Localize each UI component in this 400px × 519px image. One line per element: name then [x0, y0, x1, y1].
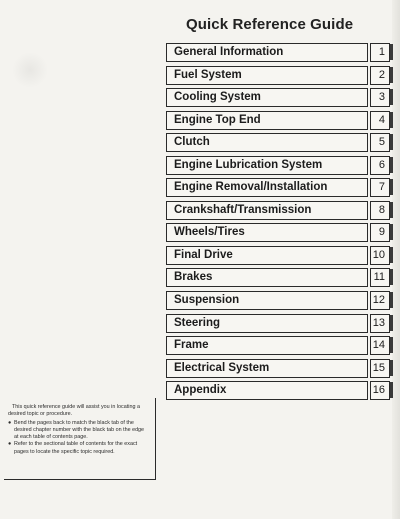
usage-note-item	[8, 420, 149, 442]
bullet-icon: ●	[8, 419, 12, 426]
section-tab-marker	[390, 112, 393, 128]
toc-item-fuel-system[interactable]	[166, 66, 392, 85]
section-tab-marker	[390, 67, 393, 83]
toc-label: Engine Removal/Installation	[174, 181, 328, 194]
toc-number-box	[370, 133, 390, 152]
toc-label-box	[166, 314, 368, 333]
toc-number: 1	[378, 46, 385, 58]
section-tab-marker	[390, 224, 393, 240]
toc-label: Suspension	[174, 294, 240, 307]
toc-number-box	[370, 291, 390, 310]
toc-label-box	[166, 43, 368, 62]
page-title: Quick Reference Guide	[186, 16, 354, 33]
usage-note-list	[8, 420, 149, 456]
toc-number-box	[370, 268, 390, 287]
toc-number-box	[370, 223, 390, 242]
toc-label: Electrical System	[174, 361, 270, 374]
toc-number-box	[370, 201, 390, 220]
section-tab-marker	[390, 337, 393, 353]
toc-number: 11	[373, 271, 385, 284]
toc-label: Wheels/Tires	[174, 226, 245, 239]
toc-number-box	[370, 359, 390, 378]
section-tab-marker	[390, 134, 393, 150]
toc-label-box	[166, 88, 368, 107]
toc-label: Appendix	[174, 384, 227, 397]
quick-reference-list	[166, 43, 392, 404]
toc-number-box	[370, 336, 390, 355]
usage-note-item	[8, 441, 149, 456]
toc-number: 7	[378, 181, 385, 194]
toc-label: Engine Lubrication System	[174, 158, 323, 171]
section-tab-marker	[390, 179, 393, 195]
toc-label: Clutch	[174, 136, 210, 149]
toc-label: Steering	[174, 316, 221, 329]
toc-label-box	[166, 156, 368, 175]
toc-number: 13	[372, 316, 385, 329]
toc-number-box	[370, 66, 390, 85]
toc-item-general-information[interactable]	[166, 43, 392, 62]
toc-number: 2	[378, 68, 385, 81]
toc-label-box	[166, 66, 368, 85]
toc-item-crankshaft-transmission[interactable]	[166, 201, 392, 220]
toc-number-box	[370, 43, 390, 62]
section-tab-marker	[390, 202, 393, 218]
bullet-icon: ●	[8, 441, 12, 448]
toc-label: Cooling System	[174, 91, 261, 104]
toc-item-wheels-tires[interactable]	[166, 223, 392, 242]
toc-label-box	[166, 223, 368, 242]
section-tab-marker	[390, 360, 393, 376]
toc-label-box	[166, 336, 368, 355]
toc-number: 10	[372, 248, 385, 261]
toc-number-box	[370, 314, 390, 333]
toc-label-box	[166, 291, 368, 310]
toc-number: 16	[372, 384, 385, 397]
toc-label: Final Drive	[174, 248, 233, 261]
toc-number: 9	[378, 226, 385, 239]
toc-number-box	[370, 88, 390, 107]
toc-item-clutch[interactable]	[166, 133, 392, 152]
toc-label-box	[166, 133, 368, 152]
usage-note	[4, 398, 156, 480]
toc-number-box	[370, 178, 390, 197]
toc-item-electrical-system[interactable]	[166, 359, 392, 378]
toc-label: General Information	[174, 46, 284, 58]
toc-item-frame[interactable]	[166, 336, 392, 355]
toc-item-suspension[interactable]	[166, 291, 392, 310]
usage-note-item-text: Refer to the sectional table of contents for the exact pages to locate the specific topic required.	[14, 441, 138, 455]
toc-label: Crankshaft/Transmission	[174, 203, 312, 216]
usage-note-intro: This quick reference guide will assist you in locating a desired topic or procedure.	[8, 404, 140, 418]
toc-item-final-drive[interactable]	[166, 246, 392, 265]
section-tab-marker	[390, 292, 393, 308]
toc-number-box	[370, 246, 390, 265]
toc-number: 14	[372, 339, 385, 352]
toc-number: 4	[378, 113, 385, 126]
toc-item-engine-lubrication-system[interactable]	[166, 156, 392, 175]
toc-item-appendix[interactable]	[166, 381, 392, 400]
section-tab-marker	[390, 44, 393, 60]
toc-label-box	[166, 178, 368, 197]
toc-number: 5	[378, 136, 385, 149]
toc-label: Frame	[174, 339, 209, 352]
page-edge	[392, 0, 400, 519]
toc-label-box	[166, 359, 368, 378]
toc-label-box	[166, 381, 368, 400]
toc-item-engine-removal-installation[interactable]	[166, 178, 392, 197]
section-tab-marker	[390, 315, 393, 331]
toc-label-box	[166, 111, 368, 130]
section-tab-marker	[390, 157, 393, 173]
toc-number: 3	[378, 91, 385, 104]
toc-number: 6	[378, 158, 385, 171]
toc-label-box	[166, 268, 368, 287]
toc-item-cooling-system[interactable]	[166, 88, 392, 107]
toc-label: Brakes	[174, 271, 213, 284]
toc-number-box	[370, 156, 390, 175]
section-tab-marker	[390, 382, 393, 398]
toc-item-brakes[interactable]	[166, 268, 392, 287]
toc-label-box	[166, 201, 368, 220]
section-tab-marker	[390, 247, 393, 263]
toc-label-box	[166, 246, 368, 265]
usage-note-item-text: Bend the pages back to match the black tab of the desired chapter number with the black tab on the edge at each table of contents page.	[14, 419, 145, 441]
toc-number: 12	[372, 294, 385, 307]
toc-number: 8	[378, 203, 385, 216]
toc-number-box	[370, 111, 390, 130]
section-tab-marker	[390, 89, 393, 105]
toc-item-steering[interactable]	[166, 314, 392, 333]
toc-number: 15	[372, 361, 385, 374]
toc-number-box	[370, 381, 390, 400]
section-tab-marker	[390, 269, 393, 285]
toc-label: Fuel System	[174, 68, 242, 81]
toc-item-engine-top-end[interactable]	[166, 111, 392, 130]
toc-label: Engine Top End	[174, 113, 261, 126]
